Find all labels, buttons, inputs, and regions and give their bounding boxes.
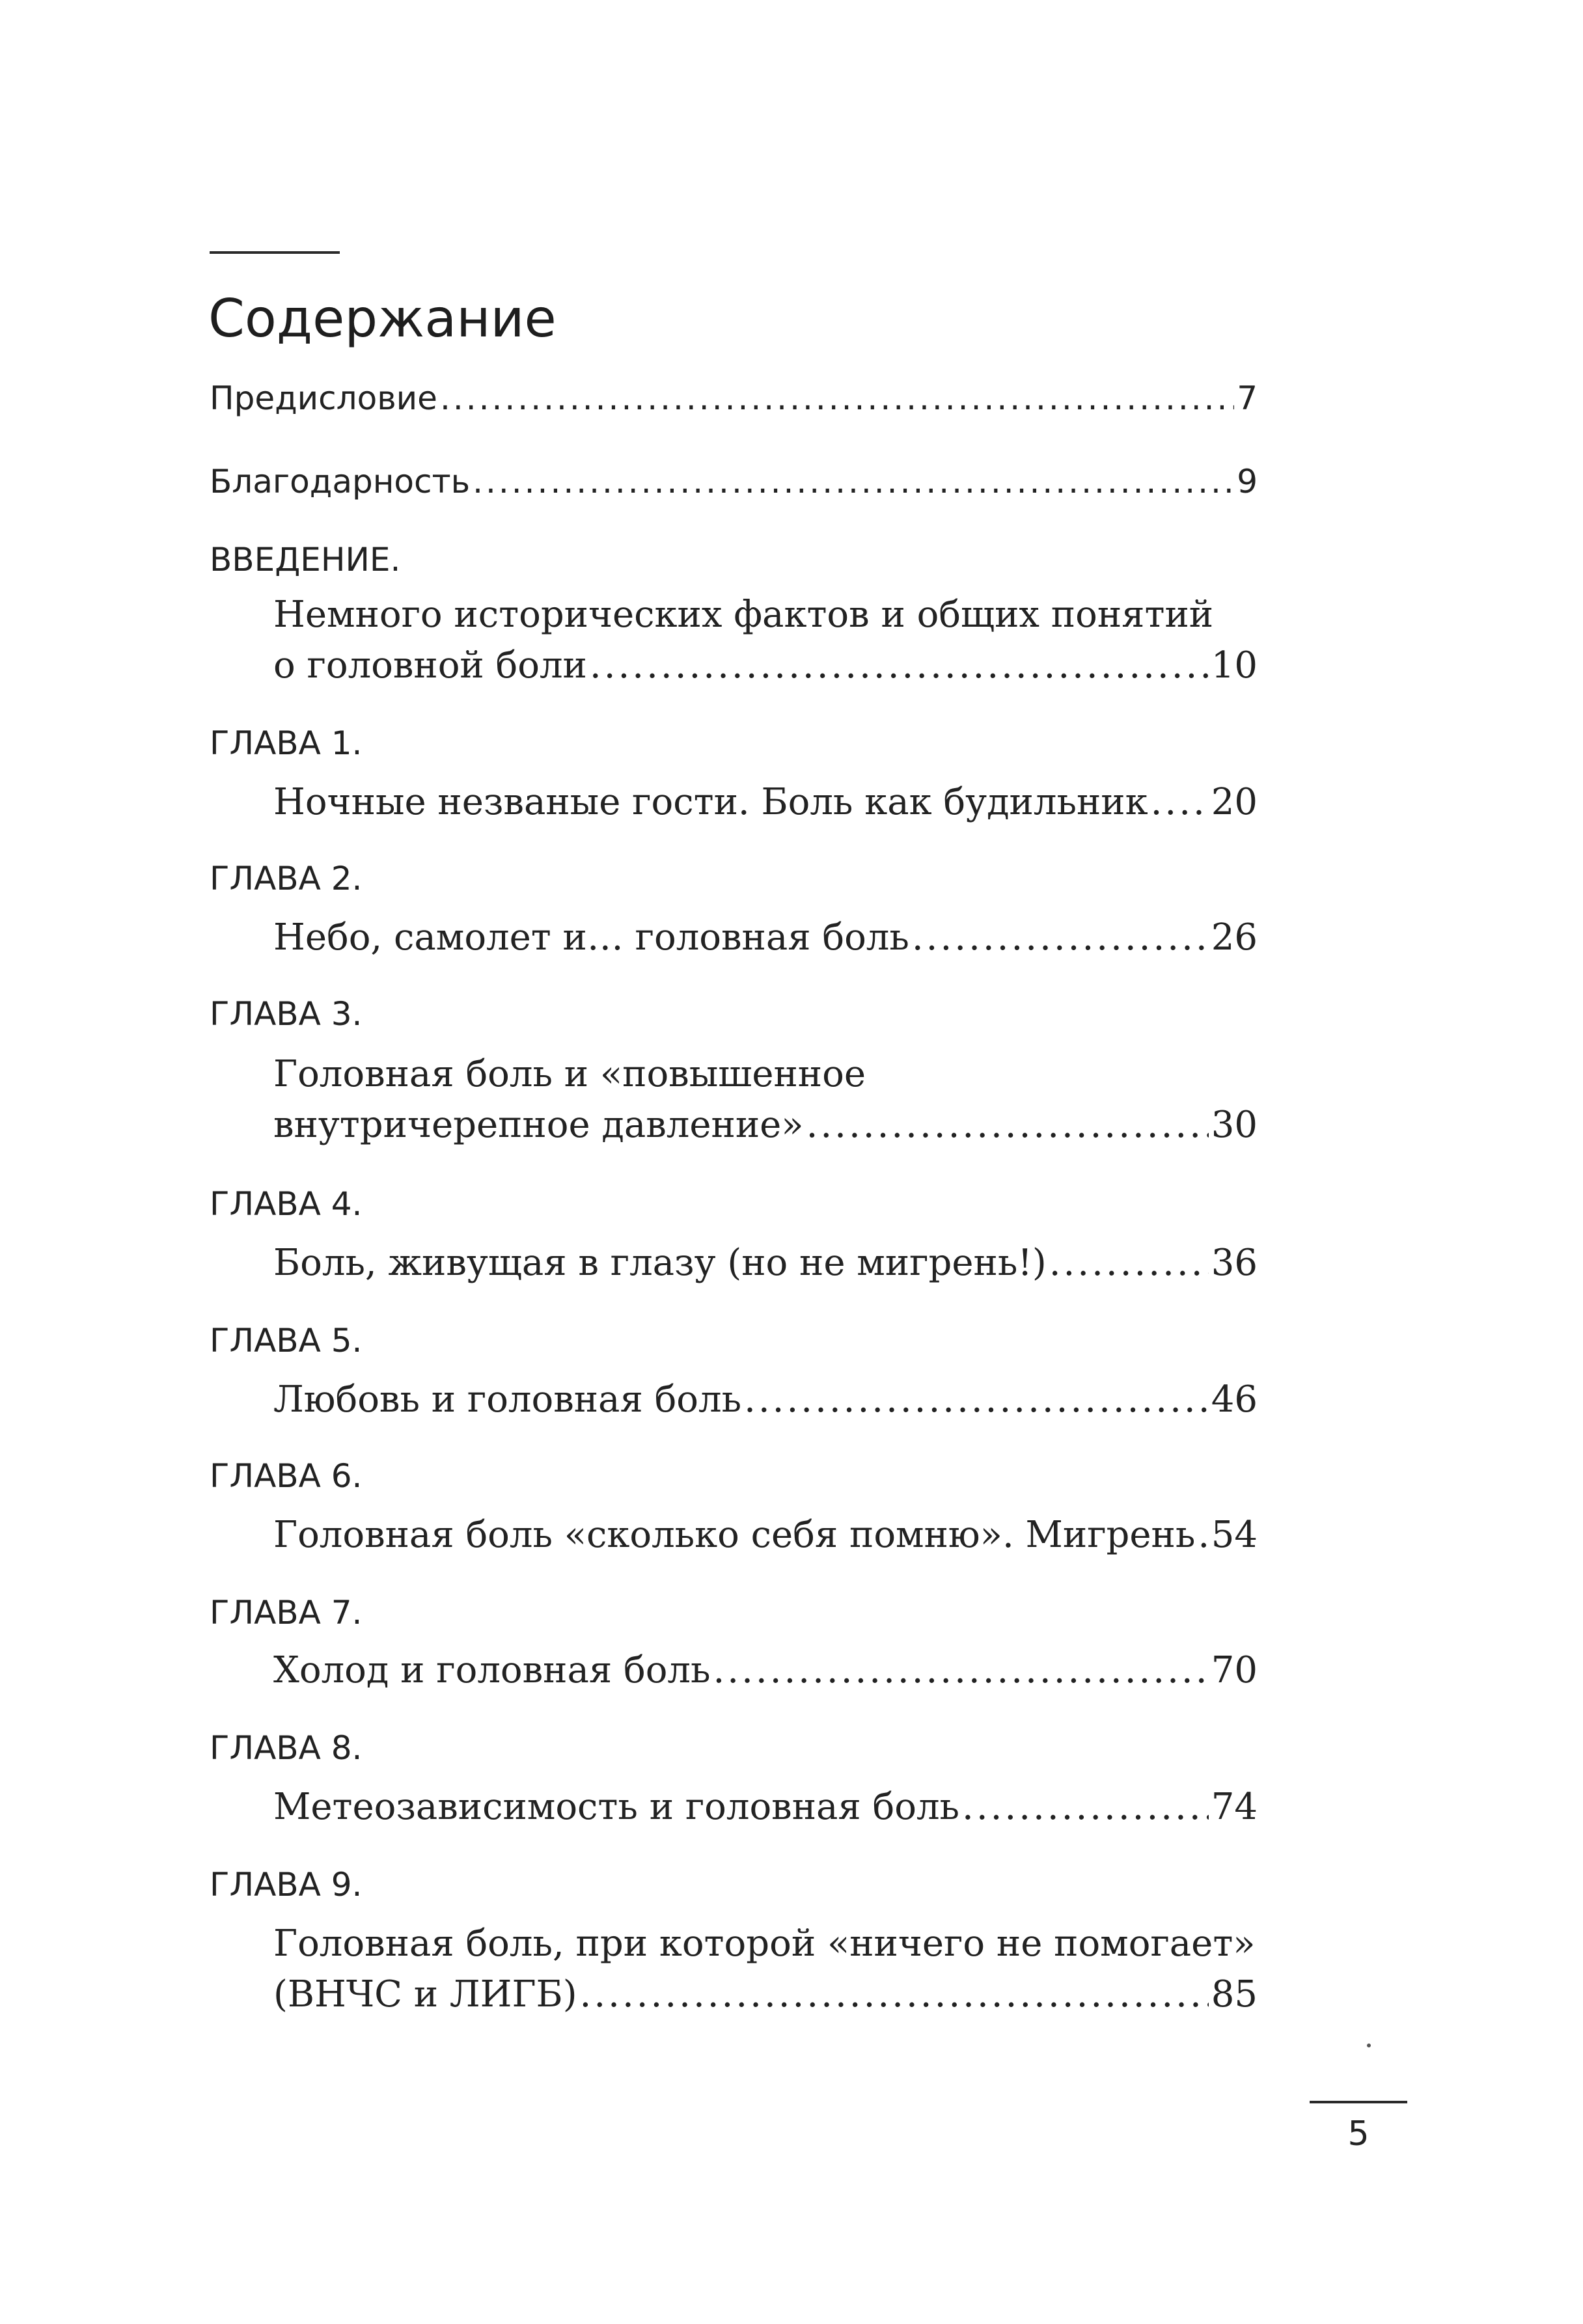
- dot-leader: [1198, 1510, 1208, 1561]
- toc-entry-preface: [210, 374, 1258, 423]
- introduction-label: ВВЕДЕНИЕ.: [210, 541, 401, 579]
- toc-entry-acknowledgements: [210, 457, 1258, 506]
- page-number: 5: [1347, 2114, 1370, 2153]
- dot-leader: [1151, 777, 1209, 828]
- toc-page-number: 46: [1211, 1378, 1258, 1421]
- toc-page-number: 36: [1211, 1242, 1258, 1284]
- chapter-3-title-line1: Головная боль и «повышенное: [273, 1053, 866, 1095]
- chapter-3-label: ГЛАВА 3.: [210, 995, 363, 1033]
- chapter-5-label: ГЛАВА 5.: [210, 1322, 363, 1360]
- toc-entry-text: Метеозависимость и головная боль: [273, 1786, 960, 1828]
- dot-leader: [713, 1645, 1208, 1696]
- page-title: Содержание: [208, 288, 557, 349]
- toc-page-number: 7: [1237, 379, 1258, 417]
- top-rule: [210, 251, 340, 254]
- toc-page-number: 74: [1211, 1786, 1258, 1828]
- toc-page-number: 54: [1211, 1514, 1258, 1556]
- introduction-title-line1: Немного исторических фактов и общих понятий: [273, 594, 1214, 636]
- toc-page-number: 26: [1211, 916, 1258, 959]
- toc-entry-chapter-7: [273, 1645, 1258, 1696]
- toc-entry-chapter-6: [273, 1510, 1258, 1561]
- toc-page-number: 10: [1211, 644, 1258, 687]
- toc-page-number: 30: [1211, 1104, 1258, 1146]
- chapter-9-label: ГЛАВА 9.: [210, 1866, 363, 1904]
- chapter-9-title-line1: Головная боль, при которой «ничего не помогает»: [273, 1922, 1256, 1965]
- toc-entry-chapter-8: [273, 1782, 1258, 1833]
- dot-leader: [806, 1100, 1209, 1151]
- stray-dot-mark: [1367, 2044, 1371, 2047]
- toc-entry-chapter-2: [273, 912, 1258, 963]
- toc-entry-text: о головной боли: [273, 644, 587, 687]
- dot-leader: [473, 457, 1234, 506]
- toc-entry-chapter-4: [273, 1238, 1258, 1289]
- dot-leader: [912, 912, 1209, 963]
- chapter-1-label: ГЛАВА 1.: [210, 724, 363, 762]
- toc-entry-text: Холод и головная боль: [273, 1649, 711, 1691]
- dot-leader: [962, 1782, 1209, 1833]
- toc-entry-text: Головная боль «сколько себя помню». Мигрень: [273, 1514, 1196, 1556]
- toc-entry-chapter-9: [273, 1969, 1258, 2020]
- toc-entry-text: (ВНЧС и ЛИГБ): [273, 1973, 577, 2016]
- dot-leader: [744, 1374, 1209, 1425]
- dot-leader: [580, 1969, 1209, 2020]
- toc-page-number: 85: [1211, 1973, 1258, 2016]
- chapter-8-label: ГЛАВА 8.: [210, 1729, 363, 1767]
- toc-entry-text: Боль, живущая в глазу (но не мигрень!): [273, 1242, 1047, 1284]
- chapter-7-label: ГЛАВА 7.: [210, 1594, 363, 1632]
- chapter-6-label: ГЛАВА 6.: [210, 1457, 363, 1495]
- toc-entry-text: Любовь и головная боль: [273, 1378, 742, 1421]
- toc-entry-chapter-1: [273, 777, 1258, 828]
- toc-page-number: 20: [1211, 781, 1258, 823]
- toc-entry-text: внутричерепное давление»: [273, 1104, 804, 1146]
- toc-entry-text: Предисловие: [210, 379, 437, 417]
- footer-rule: [1310, 2101, 1407, 2103]
- dot-leader: [1049, 1238, 1209, 1289]
- chapter-2-label: ГЛАВА 2.: [210, 860, 363, 897]
- toc-entry-text: Небо, самолет и… головная боль: [273, 916, 909, 959]
- dot-leader: [590, 640, 1209, 691]
- toc-page-number: 70: [1211, 1649, 1258, 1691]
- toc-entry-chapter-5: [273, 1374, 1258, 1425]
- toc-page-number: 9: [1237, 463, 1258, 500]
- toc-entry-text: Благодарность: [210, 463, 471, 500]
- toc-entry-chapter-3: [273, 1100, 1258, 1151]
- toc-entry-introduction: [273, 640, 1258, 691]
- dot-leader: [440, 374, 1234, 423]
- toc-entry-text: Ночные незваные гости. Боль как будильник: [273, 781, 1148, 823]
- chapter-4-label: ГЛАВА 4.: [210, 1185, 363, 1223]
